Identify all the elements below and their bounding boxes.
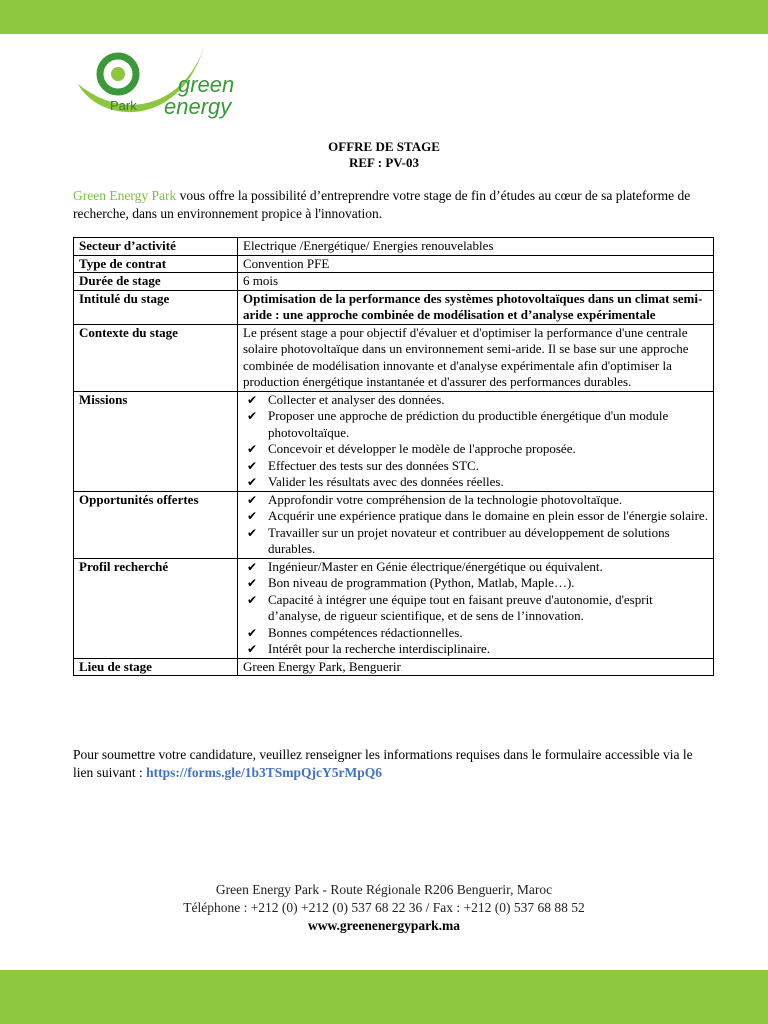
value-duree: 6 mois xyxy=(238,273,714,291)
row-secteur xyxy=(74,238,714,256)
checkmark-icon: ✔ xyxy=(247,442,258,456)
value-contrat: Convention PFE xyxy=(238,255,714,273)
label-profil: Profil recherché xyxy=(74,558,238,658)
bottom-green-band xyxy=(0,970,768,1024)
list-item xyxy=(243,575,708,592)
value-secteur: Electrique /Energétique/ Energies renouvelables xyxy=(238,238,714,256)
list-item xyxy=(243,441,708,458)
label-contrat: Type de contrat xyxy=(74,255,238,273)
top-green-band xyxy=(0,0,768,34)
list-item xyxy=(243,508,708,525)
row-intitule xyxy=(74,290,714,324)
document-title xyxy=(0,139,768,171)
offer-ref: REF : PV-03 xyxy=(348,155,420,170)
checkmark-icon: ✔ xyxy=(247,509,258,523)
list-item-text: Collecter et analyser des données. xyxy=(268,391,445,407)
list-item-text: Valider les résultats avec des données réelles. xyxy=(268,474,504,489)
list-item-text: Effectuer des tests sur des données STC. xyxy=(268,457,479,473)
label-secteur: Secteur d’activité xyxy=(74,238,238,256)
footer-phone: Téléphone : +212 (0) +212 (0) 537 68 22 36 / Fax : +212 (0) 537 68 88 52 xyxy=(183,900,585,915)
list-item xyxy=(243,492,708,509)
svg-text:green: green xyxy=(178,72,235,97)
row-lieu xyxy=(74,658,714,676)
label-missions: Missions xyxy=(74,391,238,491)
row-missions xyxy=(74,391,714,491)
offer-table xyxy=(73,237,714,676)
row-contrat xyxy=(74,255,714,273)
checkmark-icon: ✔ xyxy=(247,625,258,640)
row-duree xyxy=(74,273,714,291)
list-item-text: Bon niveau de programmation (Python, Matlab, Maple…). xyxy=(268,575,575,590)
list-item xyxy=(243,408,708,441)
checkmark-icon: ✔ xyxy=(247,592,258,607)
list-item xyxy=(243,525,708,558)
list-item xyxy=(243,641,708,658)
opportunites-list xyxy=(243,492,708,558)
value-intitule: Optimisation de la performance des systèmes photovoltaïques dans un climat semi-aride : une approche combinée de modélisation et d’analyse expérimentale xyxy=(238,290,714,324)
footer-website: www.greenenergypark.ma xyxy=(308,918,460,933)
org-name: Green Energy Park xyxy=(73,188,177,203)
opportunites-cell xyxy=(238,491,714,558)
checkmark-icon: ✔ xyxy=(247,458,258,473)
list-item-text: Approfondir votre compréhension de la technologie photovoltaïque. xyxy=(268,491,623,507)
label-lieu: Lieu de stage xyxy=(74,658,238,676)
profil-list xyxy=(243,559,708,658)
list-item-text: Proposer une approche de prédiction du productible énergétique d'un module photovoltaïque. xyxy=(268,408,669,440)
footer xyxy=(0,881,768,935)
checkmark-icon: ✔ xyxy=(247,492,258,507)
green-energy-park-logo xyxy=(70,40,260,126)
list-item-text: Travailler sur un projet novateur et contribuer au développement de solutions durables. xyxy=(268,524,670,556)
checkmark-icon: ✔ xyxy=(247,642,258,656)
value-lieu: Green Energy Park, Benguerir xyxy=(238,658,714,676)
svg-text:Park: Park xyxy=(110,98,137,113)
checkmark-icon: ✔ xyxy=(247,559,258,574)
list-item xyxy=(243,592,708,625)
apply-text: Pour soumettre votre candidature, veuillez renseigner les informations requises dans le formulaire accessible via le lien suivant : xyxy=(73,747,693,780)
list-item-text: Intérêt pour la recherche interdisciplinaire. xyxy=(268,641,490,656)
checkmark-icon: ✔ xyxy=(247,475,258,489)
value-contexte: Le présent stage a pour objectif d'évaluer et d'optimiser la performance d'une centrale solaire photovoltaïque dans un environnement semi-aride. Il se base sur une approche combinée de modélisation innovante et d'analyse expérimentale afin d'optimiser la production énergétique instantanée et d'assurer des performances durables. xyxy=(238,324,714,391)
row-profil xyxy=(74,558,714,658)
intro-paragraph xyxy=(73,187,698,223)
checkmark-icon: ✔ xyxy=(247,409,258,423)
intro-text: vous offre la possibilité d’entreprendre votre stage de fin d’études au cœur de sa plateforme de recherche, dans un environnement propice à l'innovation. xyxy=(73,188,691,221)
list-item xyxy=(243,458,708,475)
missions-list xyxy=(243,392,708,491)
list-item xyxy=(243,392,708,409)
footer-address: Green Energy Park - Route Régionale R206 Benguerir, Maroc xyxy=(215,882,553,897)
row-opportunites xyxy=(74,491,714,558)
list-item-text: Capacité à intégrer une équipe tout en faisant preuve d'autonomie, d'esprit d’analyse, de rigueur scientifique, et de sens de l’innovation. xyxy=(268,591,653,623)
list-item xyxy=(243,474,708,491)
application-form-link[interactable]: https://forms.gle/1b3TSmpQjcY5rMpQ6 xyxy=(146,765,382,780)
row-contexte xyxy=(74,324,714,391)
list-item-text: Concevoir et développer le modèle de l'approche proposée. xyxy=(268,441,576,456)
checkmark-icon: ✔ xyxy=(247,525,258,540)
list-item xyxy=(243,625,708,642)
list-item-text: Ingénieur/Master en Génie électrique/énergétique ou équivalent. xyxy=(268,558,603,574)
apply-paragraph xyxy=(73,746,713,782)
label-intitule: Intitulé du stage xyxy=(74,290,238,324)
profil-cell xyxy=(238,558,714,658)
svg-text:energy: energy xyxy=(164,94,232,119)
offer-title: OFFRE DE STAGE xyxy=(328,139,440,154)
label-duree: Durée de stage xyxy=(74,273,238,291)
checkmark-icon: ✔ xyxy=(247,576,258,590)
label-contexte: Contexte du stage xyxy=(74,324,238,391)
label-opportunites: Opportunités offertes xyxy=(74,491,238,558)
list-item-text: Bonnes compétences rédactionnelles. xyxy=(268,624,463,640)
checkmark-icon: ✔ xyxy=(247,392,258,407)
missions-cell xyxy=(238,391,714,491)
list-item-text: Acquérir une expérience pratique dans le domaine en plein essor de l'énergie solaire. xyxy=(268,508,708,523)
list-item xyxy=(243,559,708,576)
